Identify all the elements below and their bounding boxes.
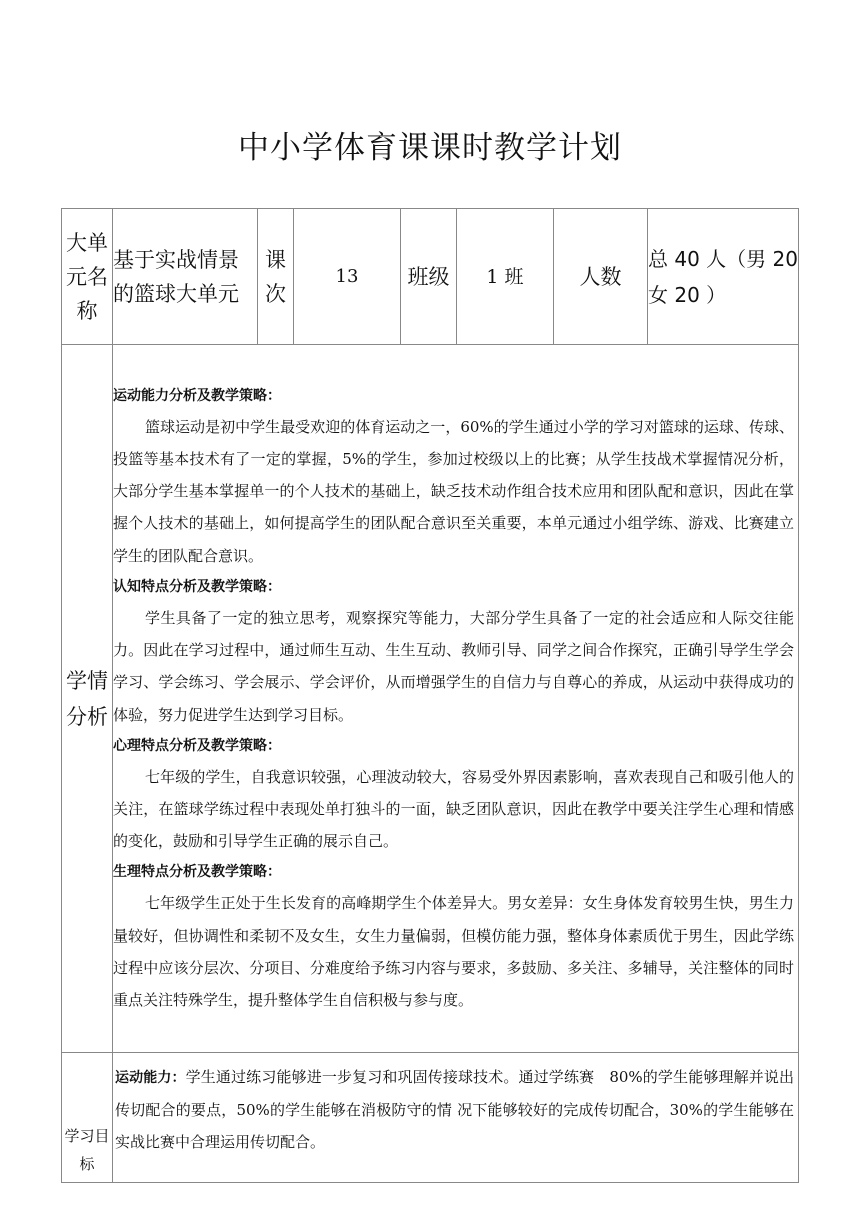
unit-label-cell: [62, 209, 113, 345]
lesson-number-cell: [294, 209, 401, 345]
section-heading: 心理特点分析及教学策略：: [113, 737, 281, 754]
count-value: 总 40 人（男 20 女 20 ）: [648, 246, 798, 307]
page-title: 中小学体育课课时教学计划: [238, 130, 622, 166]
analysis-label-cell: [62, 345, 113, 1053]
goals-label: 学习目标: [64, 1127, 110, 1173]
analysis-label: 学情分析: [66, 668, 108, 729]
lesson-number: 13: [335, 266, 359, 287]
class-value: 1 班: [486, 265, 524, 288]
analysis-content: [113, 345, 799, 1053]
unit-name: 基于实战情景的篮球大单元: [113, 247, 239, 306]
lesson-label-cell: [258, 209, 294, 345]
lesson-label: 课次: [265, 247, 286, 306]
goals-row: [62, 1053, 799, 1183]
goals-text: 学生通过练习能够进一步复习和巩固传接球技术。通过学练赛 80%的学生能够理解并说出传切配合的要点，50%的学生能够在消极防守的情 况下能够较好的完成传切配合，30%的学生能够在实战比赛中合理运用传切配合。: [115, 1068, 794, 1151]
section-text: 学生具备了一定的独立思考，观察探究等能力，大部分学生具备了一定的社会适应和人际交往能力。因此在学习过程中，通过师生互动、生生互动、教师引导、同学之间合作探究，正确引导学生学会学习、学会练习、学会展示、学会评价，从而增强学生的自信力与自尊心的养成，从运动中获得成功的体验，努力促进学生达到学习目标。: [113, 608, 794, 724]
goals-content: [113, 1053, 799, 1183]
analysis-section-cognitive: [113, 572, 798, 731]
section-text: 篮球运动是初中学生最受欢迎的体育运动之一，60%的学生通过小学的学习对篮球的运球、传球、投篮等基本技术有了一定的掌握，5%的学生，参加过校级以上的比赛；从学生技战术掌握情况分析，大部分学生基本掌握单一的个人技术的基础上，缺乏技术动作组合技术应用和团队配和意识，因此在掌握个人技术的基础上，如何提高学生的团队配合意识至关重要，本单元通过小组学练、游戏、比赛建立学生的团队配合意识。: [113, 417, 794, 565]
goals-label-cell: [62, 1053, 113, 1183]
count-value-cell: [648, 209, 799, 345]
analysis-section-motor: [113, 381, 798, 572]
analysis-row: [62, 345, 799, 1053]
class-label: 班级: [407, 264, 450, 289]
section-heading: 认知特点分析及教学策略：: [113, 578, 281, 595]
unit-name-cell: [113, 209, 258, 345]
class-label-cell: [401, 209, 457, 345]
goals-paragraph: [113, 1053, 798, 1166]
section-heading: 生理特点分析及教学策略：: [113, 864, 281, 881]
count-label: 人数: [579, 264, 622, 289]
unit-label: 大单元名称: [66, 230, 108, 323]
goals-heading: 运动能力：: [115, 1070, 186, 1086]
section-heading: 运动能力分析及教学策略：: [113, 387, 281, 404]
class-value-cell: [457, 209, 554, 345]
count-label-cell: [554, 209, 648, 345]
section-text: 七年级学生正处于生长发育的高峰期学生个体差异大。男女差异：女生身体发育较男生快，男生力量较好，但协调性和柔韧不及女生，女生力量偏弱，但模仿能力强，整体身体素质优于男生，因此学练过程中应该分层次、分项目、分难度给予练习内容与要求，多鼓励、多关注、多辅导，关注整体的同时重点关注特殊学生，提升整体学生自信积极与参与度。: [113, 894, 794, 1009]
header-row: [62, 209, 799, 345]
analysis-section-psychological: [113, 731, 798, 858]
section-text: 七年级的学生，自我意识较强，心理波动较大，容易受外界因素影响，喜欢表现自己和吸引他人的关注，在篮球学练过程中表现处单打独斗的一面，缺乏团队意识，因此在教学中要关注学生心理和情感的变化，鼓励和引导学生正确的展示自己。: [113, 767, 794, 851]
analysis-section-physiological: [113, 857, 798, 1016]
lesson-plan-table: [61, 208, 799, 1183]
